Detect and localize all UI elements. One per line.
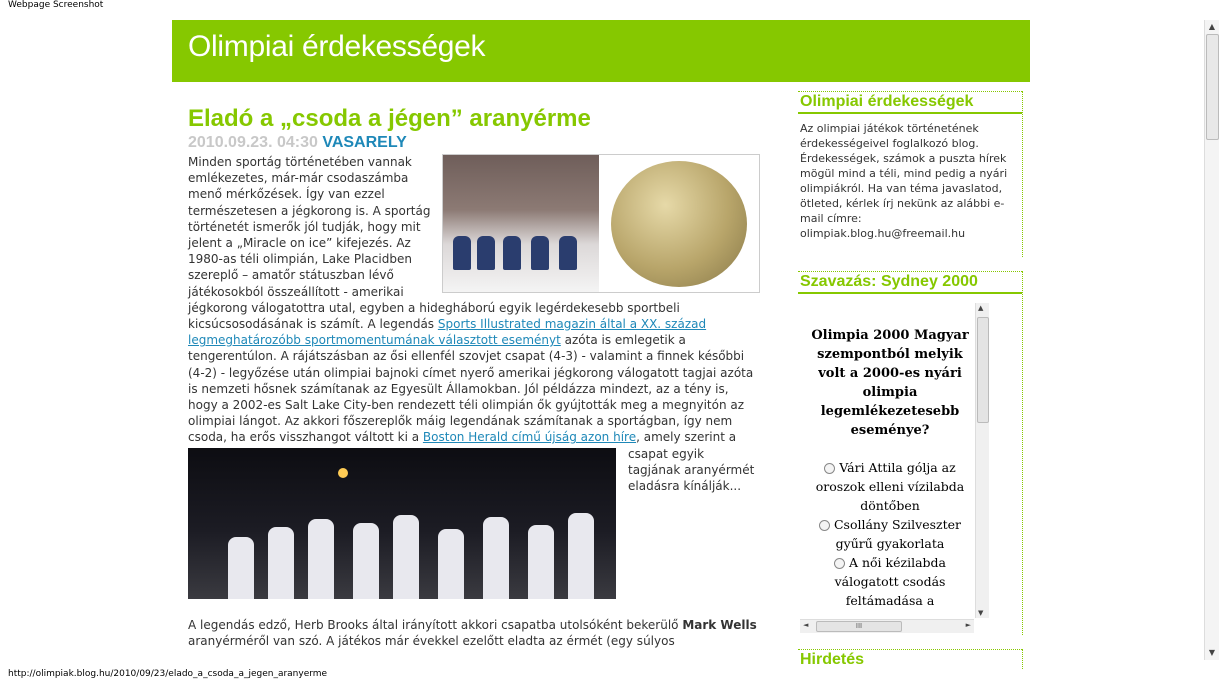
poll-question: Olimpia 2000 Magyar szempontból melyik volt a 2000-es nyári olimpia legemlékezetesebb eseménye? xyxy=(811,328,969,438)
scroll-up-icon[interactable]: ▲ xyxy=(1208,22,1216,31)
gold-medal-photo xyxy=(611,161,747,287)
sidebar-about-text: Az olimpiai játékok történetének érdekességeivel foglalkozó blog. Érdekességek, számok a puszta hírek mögül mind a téli, mind pedig a nyári olimpiákról. Ha van téma javaslatod, ötleted, kérlek írj nekünk az alábbi e-mail címre: olimpiak.blog.hu@freemail.hu xyxy=(800,122,1008,240)
post-author-link[interactable]: VASARELY xyxy=(322,134,407,151)
post-text-5: aranyérméről van szó. A játékos már évekkel ezelőtt eladta az érmét (egy súlyos xyxy=(188,633,675,648)
post-text-1: Minden sportág történetében vannak emlékezetes, már-már csodaszámba menő mérkőzések. Így van ezzel természetesen a jégkorong is. A sportág történetét ismerők jól tudják, hogy mit jelent a „Miracle on ice” kifejezés. Az 1980-as téli olimpián, Lake Placidben szereplő – amatőr státuszban lévő játékosokból összeállított - amerikai jégkorong válogatottra utal, egyben a hidegháború egyik legérdekesebb sportbeli kicsúcsosodásának is számít. A legendás xyxy=(188,155,680,332)
sidebar-ads-box xyxy=(798,649,1023,669)
post-text-bold-name: Mark Wells xyxy=(682,617,757,632)
boston-herald-link[interactable]: Boston Herald című újság azon híre xyxy=(422,430,637,445)
scroll-thumb[interactable] xyxy=(977,317,989,423)
sidebar-about-box xyxy=(798,91,1023,257)
scroll-left-icon[interactable]: ◄ xyxy=(803,621,809,629)
post-text-3: , amely szerint a csapat egyik tagjának aranyérmét eladásra kínálják... xyxy=(628,430,755,494)
post-title[interactable]: Eladó a „csoda a jégen” aranyérme xyxy=(188,105,591,132)
scroll-down-icon[interactable]: ▼ xyxy=(1208,648,1216,657)
blog-header xyxy=(172,20,1030,82)
post-datetime: 2010.09.23. 04:30 xyxy=(188,134,318,151)
poll-horizontal-scrollbar[interactable] xyxy=(800,619,974,633)
post-text-2: azóta is emlegetik a tengerentúlon. A rájátszásban az ősi ellenfél szovjet csapat (4-3) - valamint a finnek későbbi (4-2) - legyőzése után olimpiai bajnoki címet nyerő amerikai jégkorong válogatott tagjai azóta is nemzeti hősnek számítanak az Egyesült Államokban. Jól példázza mindezt, az a tény is, hogy a 2002-es Salt Lake City-ben rendezett téli olimpián ők gyújtották meg a megnyitón az olimpiai lángot. Az akkori főszereplők máig legendának számítanak a sportágban, így nem csoda, ha erős visszhangot váltott ki a xyxy=(188,333,754,445)
poll-option[interactable]: Vári Attila gólja az oroszok elleni vízilabda döntőben xyxy=(815,460,965,513)
post-image-hockey-medal xyxy=(442,154,760,293)
page-vertical-scrollbar[interactable] xyxy=(1204,20,1219,660)
scroll-down-icon[interactable]: ▼ xyxy=(978,609,984,617)
radio-button[interactable] xyxy=(824,463,835,474)
scroll-right-icon[interactable]: ► xyxy=(965,621,971,629)
radio-button[interactable] xyxy=(834,558,845,569)
post-text-4: A legendás edző, Herb Brooks által irányított akkori csapatba utolsóként bekerülő xyxy=(188,617,683,632)
hockey-celebration-photo xyxy=(443,155,599,292)
post xyxy=(188,104,760,649)
poll-frame[interactable] xyxy=(800,303,988,618)
sports-illustrated-link[interactable]: Sports Illustrated magazin által a XX. század legmeghatározóbb sportmomentumának választott eseményt xyxy=(188,317,707,348)
post-image-torch-lighting xyxy=(188,448,616,599)
poll-vertical-scrollbar[interactable] xyxy=(975,303,989,618)
scroll-up-icon[interactable]: ▲ xyxy=(978,304,984,312)
poll-option[interactable]: Csollány Szilveszter gyűrű gyakorlata xyxy=(800,515,980,553)
poll-option[interactable]: A női kézilabda válogatott csodás feltámadása a xyxy=(834,555,946,608)
poll-options xyxy=(800,440,988,610)
scroll-thumb-grip[interactable]: III xyxy=(816,621,902,632)
post-body xyxy=(188,154,760,649)
radio-button[interactable] xyxy=(819,520,830,531)
sidebar-about-title: Olimpiai érdekességek xyxy=(798,91,1022,114)
status-bar-url: http://olimpiak.blog.hu/2010/09/23/elado_a_csoda_a_jegen_aranyerme xyxy=(8,669,328,679)
scroll-thumb[interactable] xyxy=(1206,34,1219,140)
window-caption: Webpage Screenshot xyxy=(8,0,104,10)
blog-title[interactable]: Olimpiai érdekességek xyxy=(188,30,486,63)
post-meta xyxy=(188,134,760,152)
sidebar-poll-title: Szavazás: Sydney 2000 xyxy=(798,271,1022,294)
sidebar-ads-title: Hirdetés xyxy=(798,649,1022,669)
